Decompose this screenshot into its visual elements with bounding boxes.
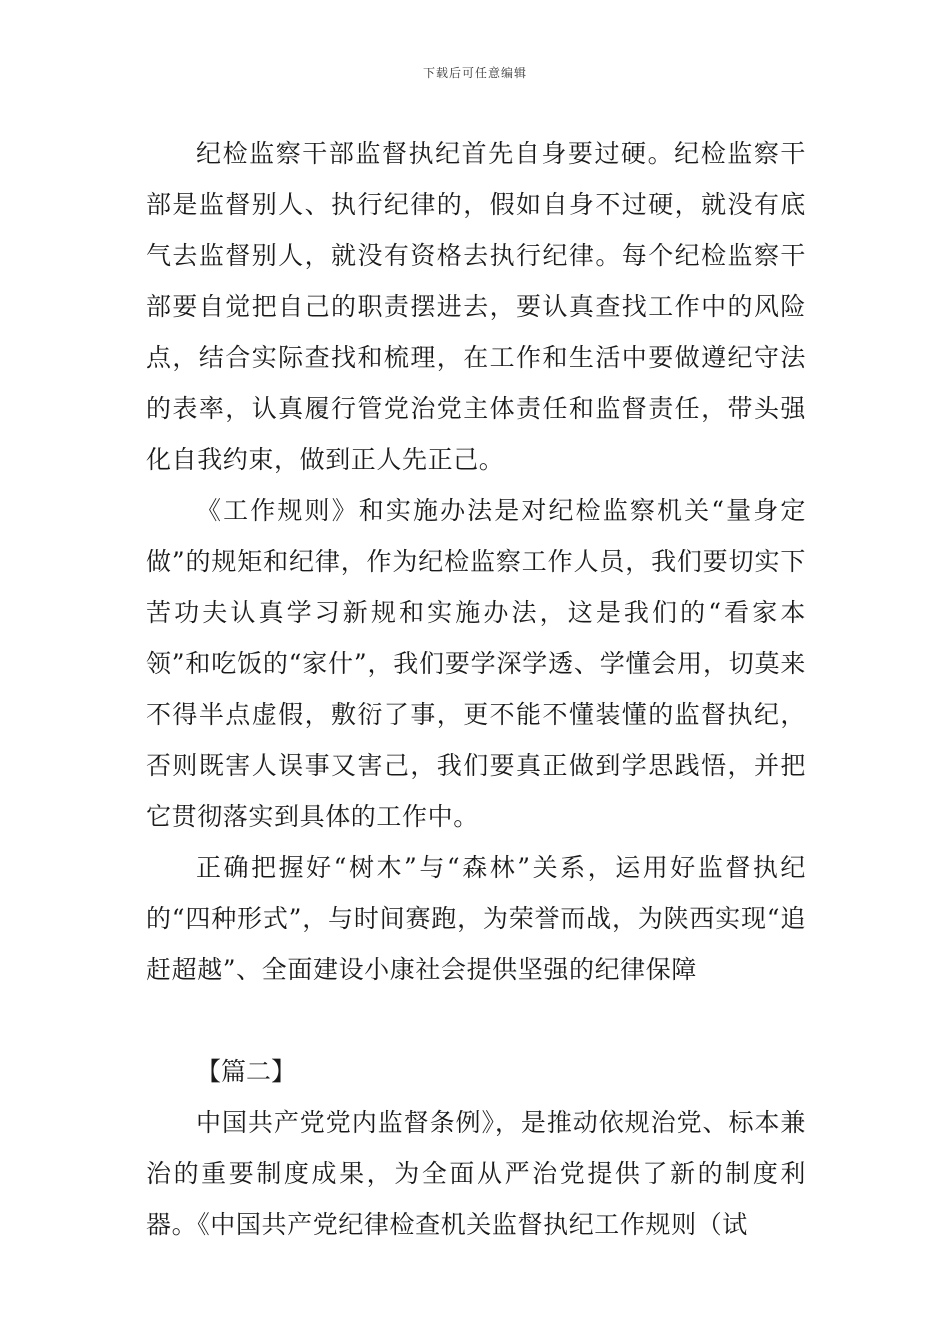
paragraph-4: 中国共产党党内监督条例》，是推动依规治党、标本兼治的重要制度成果，为全面从严治党提供了新的制度利器。《中国共产党纪律检查机关监督执纪工作规则（试 — [146, 1108, 806, 1239]
paragraph-2: 《工作规则》和实施办法是对纪检监察机关“量身定做”的规矩和纪律，作为纪检监察工作人员，我们要切实下苦功夫认真学习新规和实施办法，这是我们的“看家本领”和吃饭的“家什”，我们要学深学透、学懂会用，切莫来不得半点虚假，敷衍了事，更不能不懂装懂的监督执纪，否则既害人误事又害己，我们要真正做到学思践悟，并把它贯彻落实到具体的工作中。 — [146, 496, 806, 831]
page-header-note: 下载后可任意编辑 — [422, 66, 527, 80]
document-body — [146, 128, 806, 1250]
section-heading: 【篇二】 — [196, 1057, 297, 1086]
paragraph-3: 正确把握好“树木”与“森林”关系，运用好监督执纪的“四种形式”，与时间赛跑，为荣誉而战，为陕西实现“追赶超越”、全面建设小康社会提供坚强的纪律保障 — [146, 853, 806, 984]
blank-line — [146, 995, 806, 1046]
paragraph-1: 纪检监察干部监督执纪首先自身要过硬。纪检监察干部是监督别人、执行纪律的，假如自身不过硬，就没有底气去监督别人，就没有资格去执行纪律。每个纪检监察干部要自觉把自己的职责摆进去，要认真查找工作中的风险点，结合实际查找和梳理，在工作和生活中要做遵纪守法的表率，认真履行管党治党主体责任和监督责任，带头强化自我约束，做到正人先正己。 — [146, 139, 806, 474]
